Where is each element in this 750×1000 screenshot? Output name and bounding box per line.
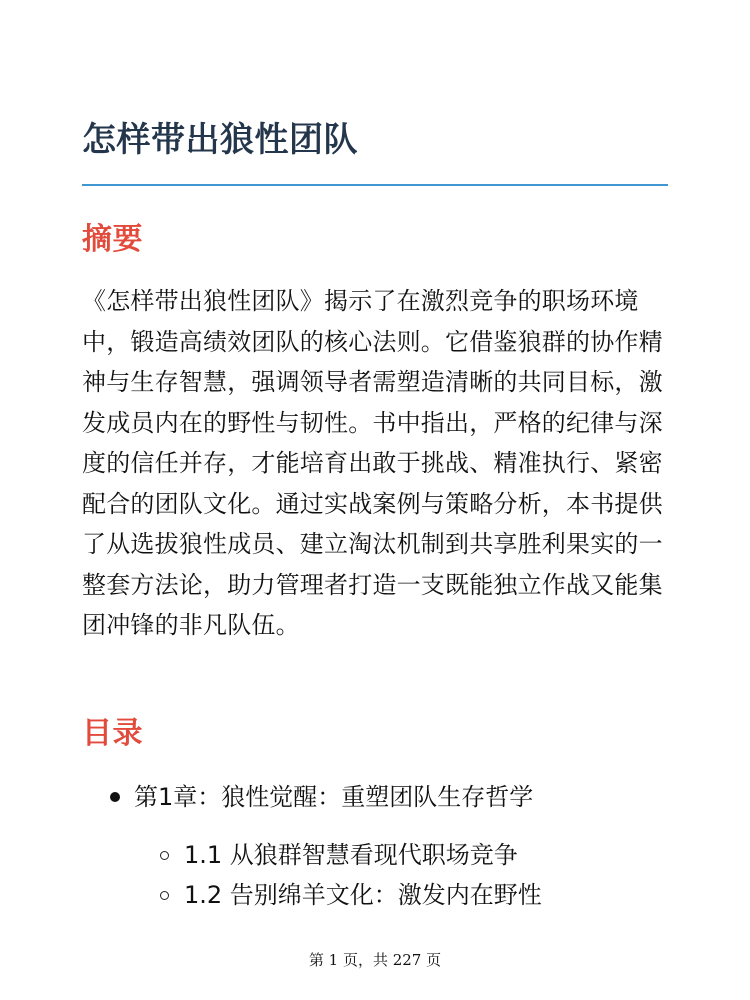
toc-section-item xyxy=(160,838,518,872)
document-title: 怎样带出狼性团队 xyxy=(82,120,358,160)
summary-heading: 摘要 xyxy=(82,222,143,257)
summary-text: 《怎样带出狼性团队》揭示了在激烈竞争的职场环境中，锻造高绩效团队的核心法则。它借鉴狼群的协作精神与生存智慧，强调领导者需塑造清晰的共同目标，激发成员内在的野性与韧性。书中指出，严格的纪律与深度的信任并存，才能培育出敢于挑战、精准执行、紧密配合的团队文化。通过实战案例与策略分析，本书提供了从选拔狼性成员、建立淘汰机制到共享胜利果实的一整套方法论，助力管理者打造一支既能独立作战又能集团冲锋的非凡队伍。 xyxy=(82,287,663,639)
filled-circle-bullet-icon xyxy=(110,792,120,802)
toc-section-label: 1.2 告别绵羊文化：激发内在野性 xyxy=(184,881,542,909)
toc-chapter-label: 第1章：狼性觉醒：重塑团队生存哲学 xyxy=(134,783,534,811)
table-of-contents-heading: 目录 xyxy=(82,716,143,751)
hollow-circle-bullet-icon xyxy=(160,891,169,900)
hollow-circle-bullet-icon xyxy=(160,851,169,860)
toc-section-item xyxy=(160,878,542,912)
toc-section-label: 1.1 从狼群智慧看现代职场竞争 xyxy=(184,841,518,869)
toc-chapter-item xyxy=(110,780,533,814)
page-number: 第 1 页，共 227 页 xyxy=(308,951,442,969)
